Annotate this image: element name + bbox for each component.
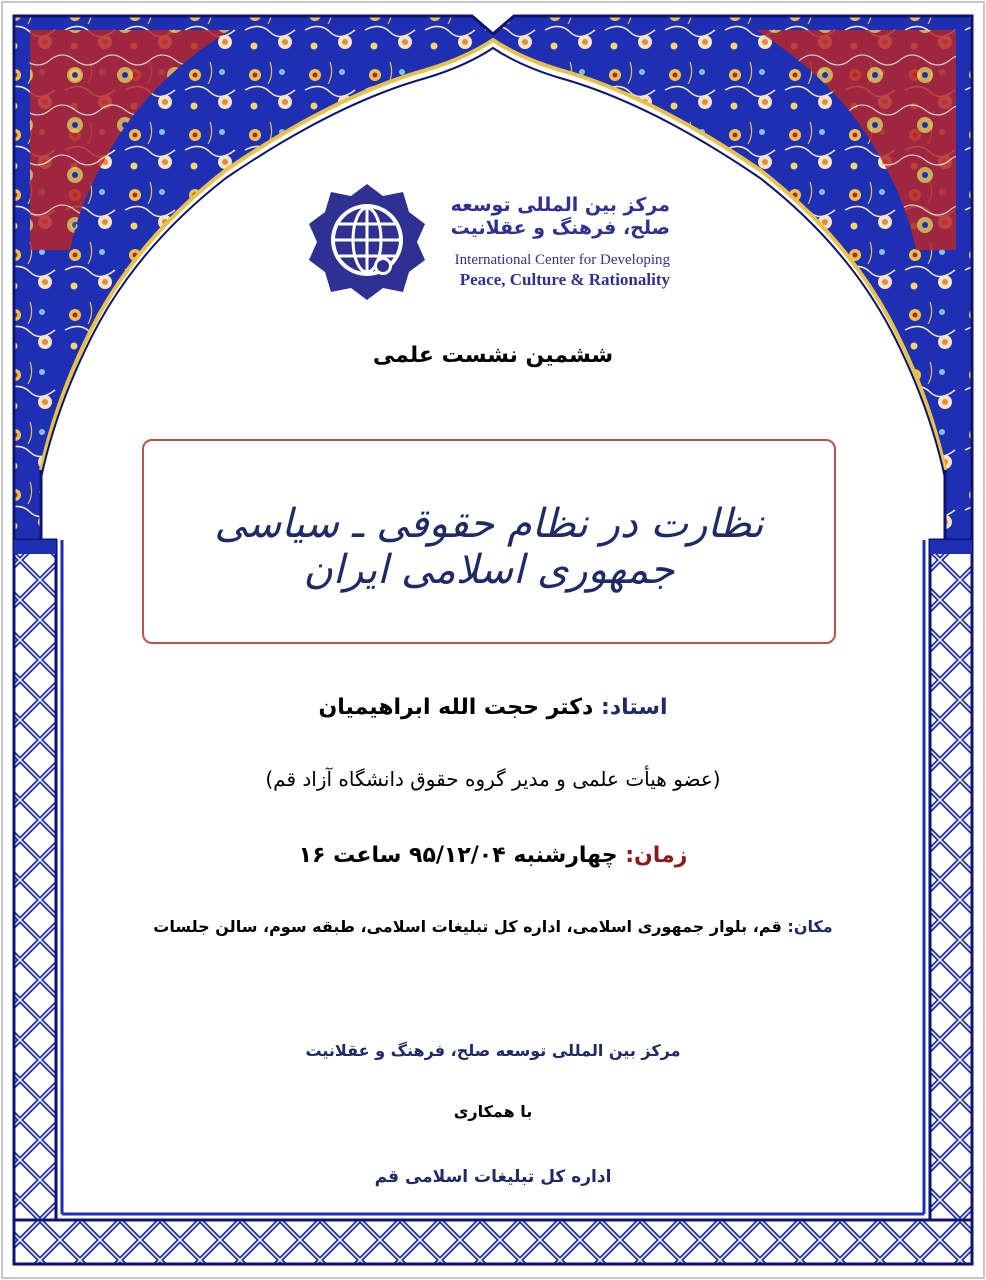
- logo-name-fa-line1: مرکز بین المللی توسعه: [450, 194, 670, 216]
- time-line: [220, 843, 766, 868]
- time-value: چهارشنبه ۹۵/۱۲/۰۴ ساعت ۱۶: [298, 843, 618, 868]
- location-value: قم، بلوار جمهوری اسلامی، اداره کل تبلیغات اسلامی، طبقه سوم، سالن جلسات: [153, 917, 782, 936]
- globe-emblem-icon: [305, 180, 430, 305]
- footer-organizer: مرکز بین المللی توسعه صلح، فرهنگ و عقلانیت: [305, 1041, 681, 1060]
- lecturer-label: استاد:: [601, 695, 668, 720]
- event-title: نظارت در نظام حقوقی ـ سیاسی جمهوری اسلامی ایران: [214, 501, 764, 593]
- location-label: مکان:: [787, 917, 833, 936]
- lecturer-name: دکتر حجت الله ابراهیمیان: [318, 695, 594, 720]
- organizer-logo: [305, 180, 670, 305]
- lecturer-line: [200, 695, 786, 720]
- title-box: [142, 439, 836, 644]
- lecturer-affiliation: (عضو هیأت علمی و مدیر گروه حقوق دانشگاه آزاد قم): [265, 767, 721, 791]
- location-line: [80, 917, 906, 936]
- footer-collab-label: با همکاری: [453, 1102, 533, 1121]
- footer-partner: اداره کل تبلیغات اسلامی قم: [374, 1167, 612, 1187]
- logo-name-en-line2: Peace, Culture & Rationality: [459, 270, 670, 289]
- logo-name-fa-line2: صلح، فرهنگ و عقلانیت: [450, 217, 670, 239]
- session-label: ششمین نشست علمی: [372, 343, 614, 368]
- logo-name-en-line1: International Center for Developing: [454, 252, 670, 268]
- time-label: زمان:: [625, 843, 688, 868]
